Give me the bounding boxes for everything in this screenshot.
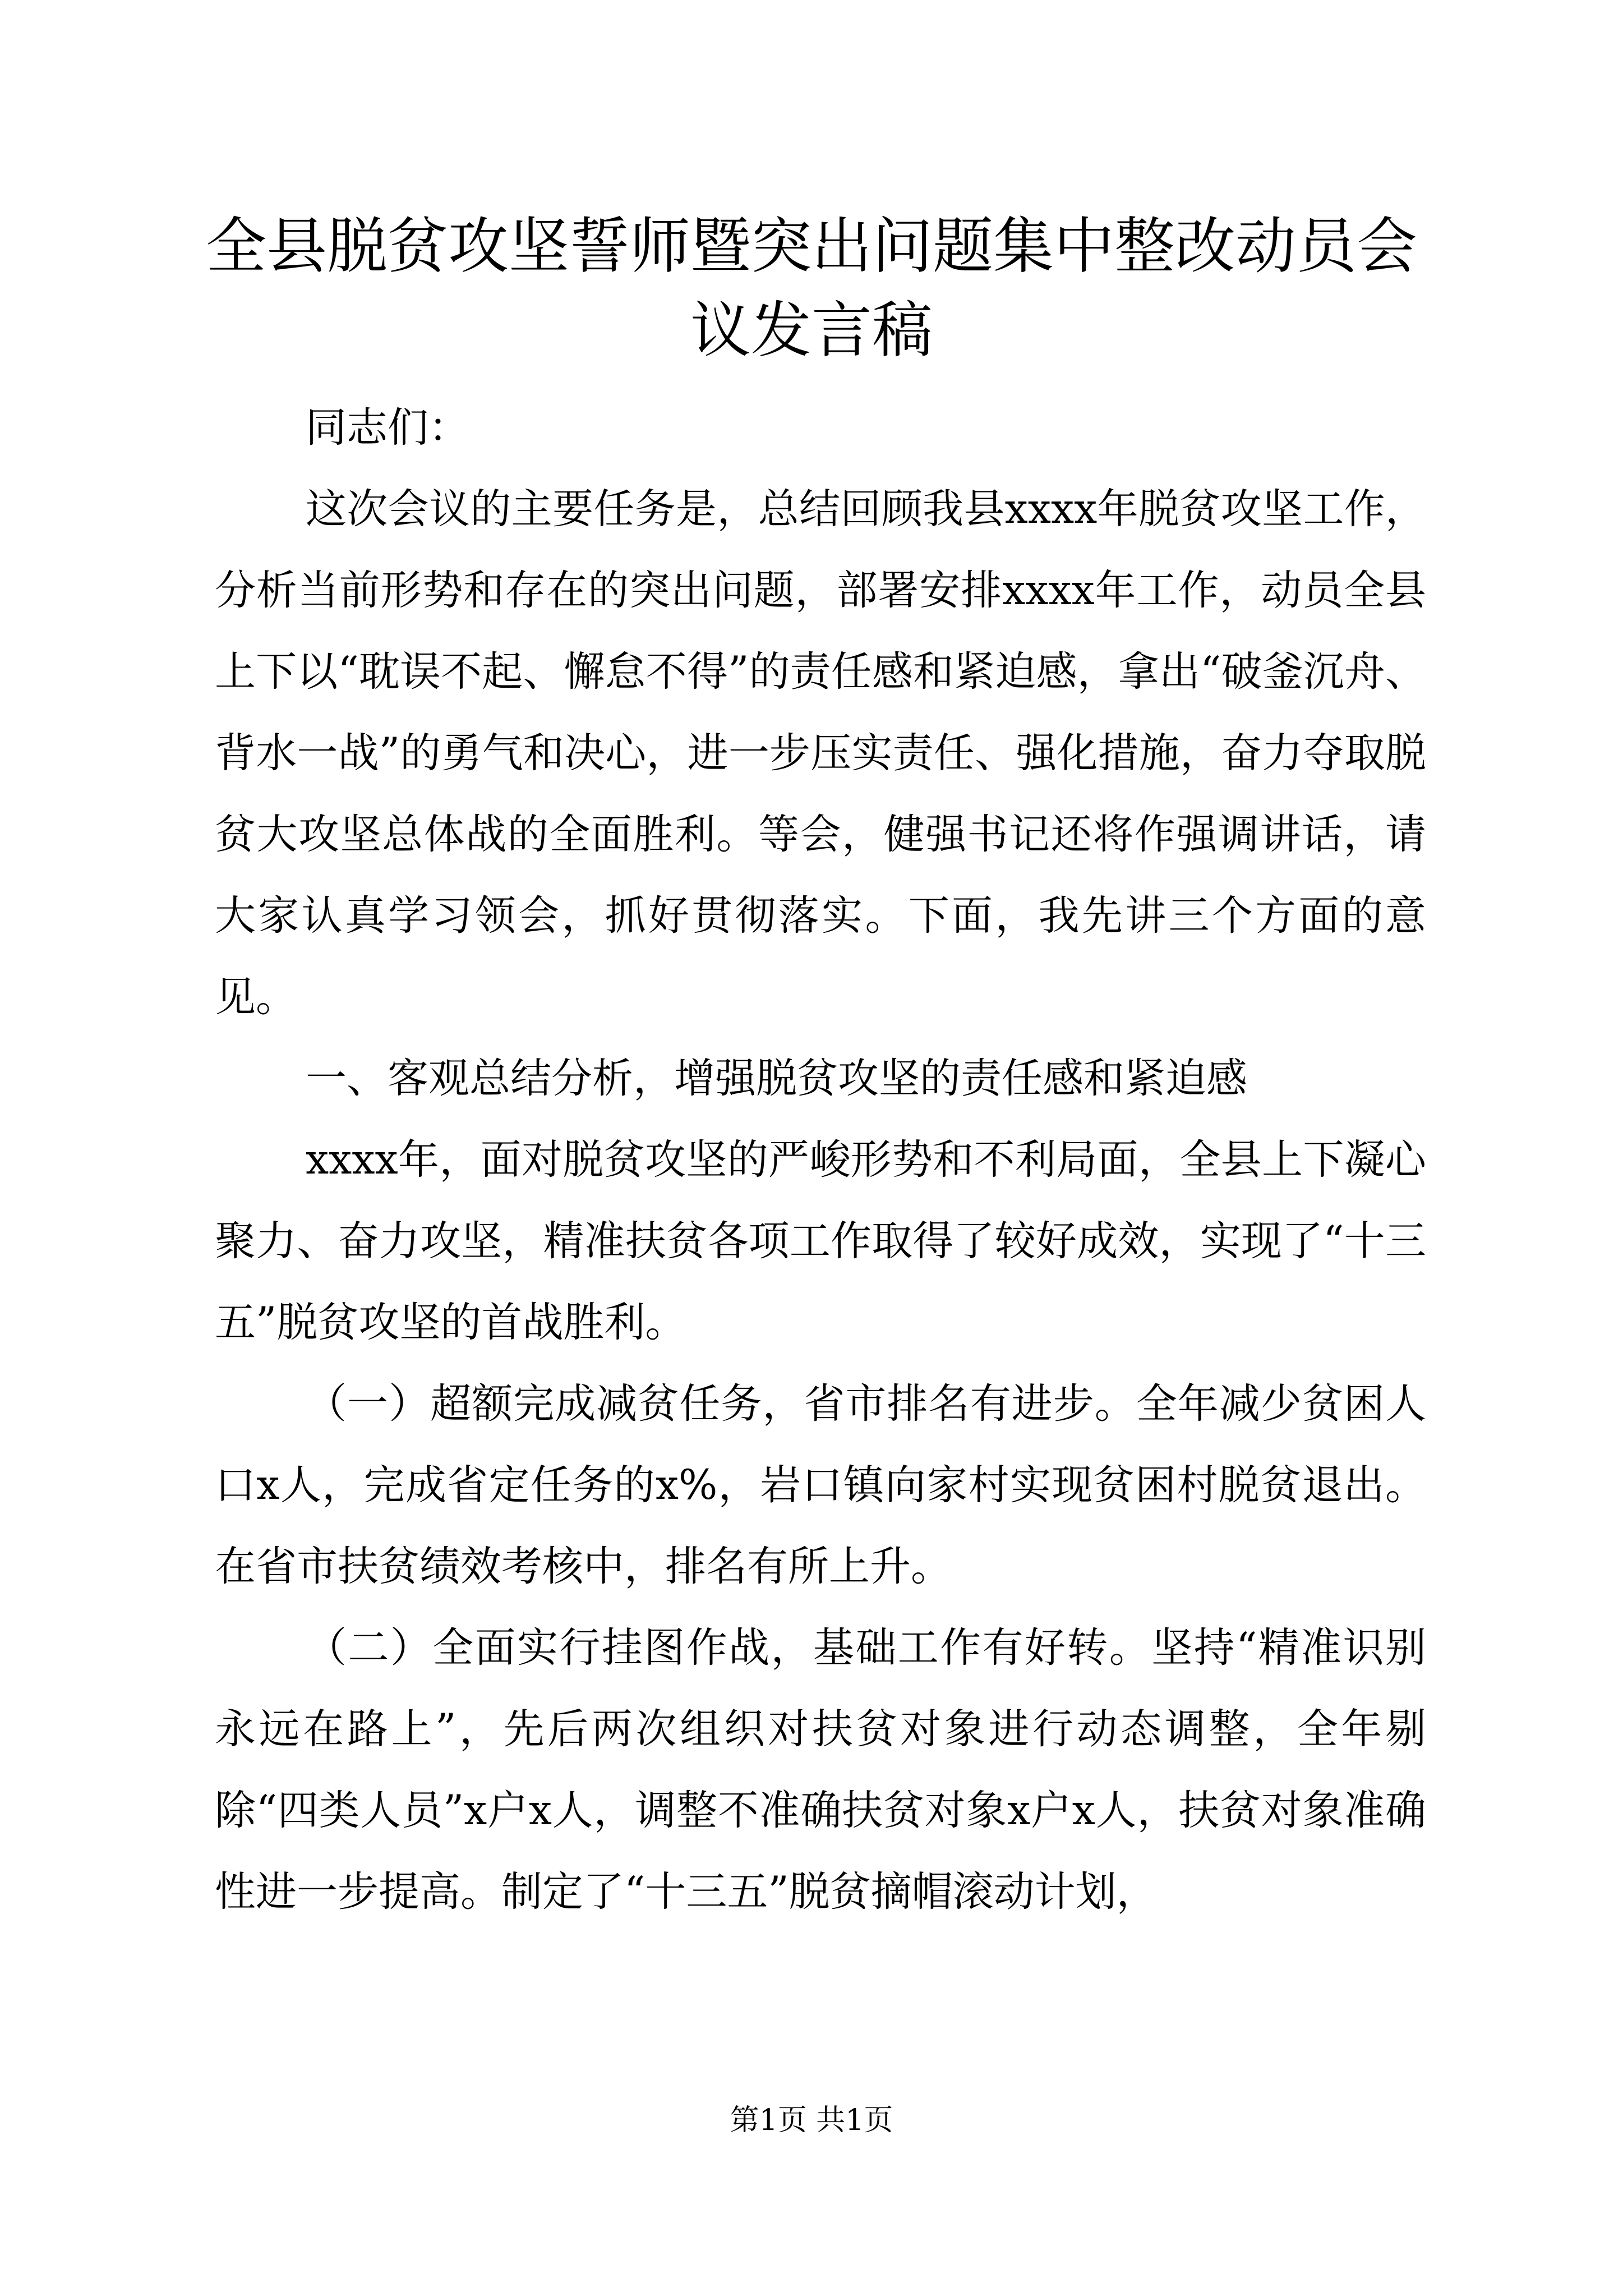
paragraph-summary: xxxx年，面对脱贫攻坚的严峻形势和不利局面，全县上下凝心聚力、奋力攻坚，精准扶贫各项工作取得了较好成效，实现了“十三五”脱贫攻坚的首战胜利。 [215, 1136, 1426, 1346]
document-title-line-2: 议发言稿 [690, 296, 933, 366]
paragraph-item-1: （一）超额完成减贫任务，省市排名有进步。全年减少贫困人口x人，完成省定任务的x%，岩口镇向家村实现贫困村脱贫退出。在省市扶贫绩效考核中，排名有所上升。 [215, 1380, 1426, 1590]
document-body [215, 387, 1426, 1932]
paragraph-item-2: （二）全面实行挂图作战，基础工作有好转。坚持“精准识别永远在路上”，先后两次组织对扶贫对象进行动态调整，全年剔除“四类人员”x户x人，调整不准确扶贫对象x户x人，扶贫对象准确性进一步提高。制定了“十三五”脱贫摘帽滚动计划， [215, 1624, 1426, 1916]
document-title-line-1: 全县脱贫攻坚誓师暨突出问题集中整改动员会 [205, 211, 1417, 282]
page-number-footer: 第1页 共1页 [730, 2104, 893, 2137]
paragraph-intro: 这次会议的主要任务是，总结回顾我县xxxx年脱贫攻坚工作，分析当前形势和存在的突出问题，部署安排xxxx年工作，动员全县上下以“耽误不起、懈怠不得”的责任感和紧迫感，拿出“破釜沉舟、背水一战”的勇气和决心，进一步压实责任、强化措施，奋力夺取脱贫大攻坚总体战的全面胜利。等会，健强书记还将作强调讲话，请大家认真学习领会，抓好贯彻落实。下面，我先讲三个方面的意见。 [215, 485, 1426, 1021]
salutation: 同志们： [306, 404, 469, 452]
section-heading-1: 一、客观总结分析，增强脱贫攻坚的责任感和紧迫感 [306, 1055, 1247, 1102]
